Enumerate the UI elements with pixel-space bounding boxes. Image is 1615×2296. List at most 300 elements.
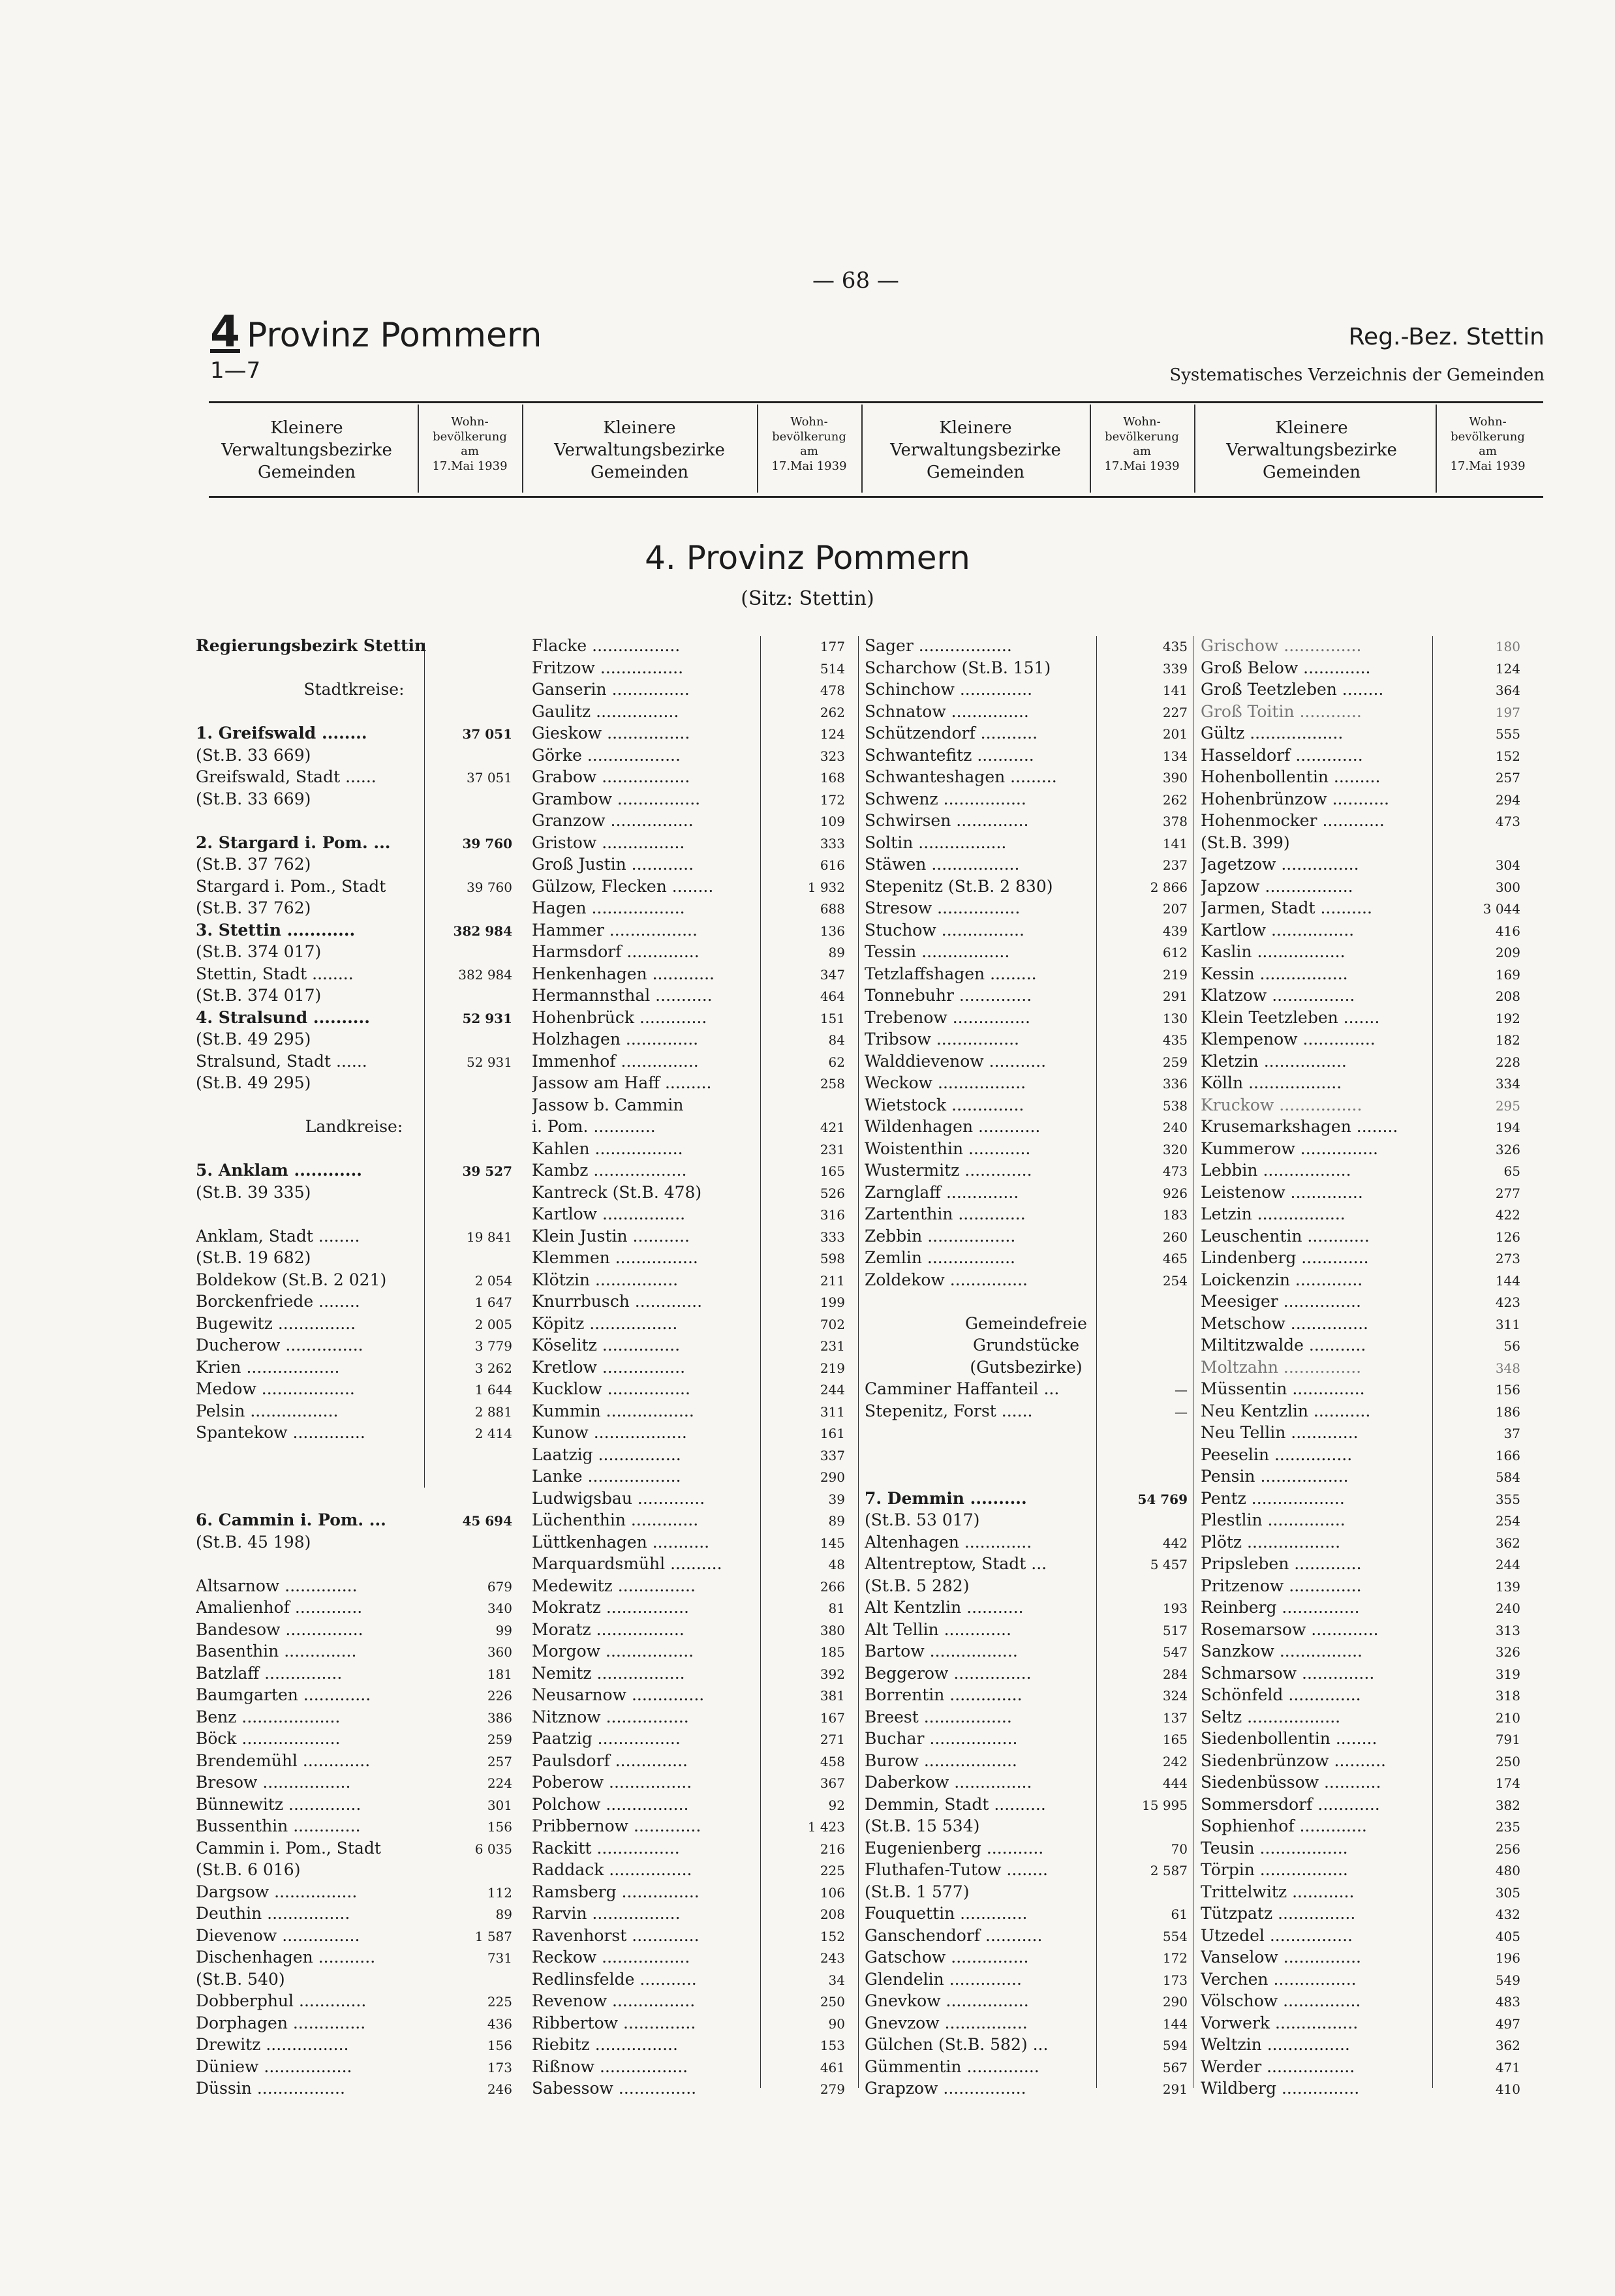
gemeinde-name: Siedenbollentin ........ [1201,1729,1377,1748]
population-value: 137 [1162,1709,1188,1726]
population-value: 254 [1495,1513,1520,1529]
gemeinde-name: Stadtkreise: [303,680,405,699]
list-item [865,1030,1188,1052]
list-item [532,1248,845,1271]
list-item [1201,658,1520,681]
population-value: 258 [820,1076,845,1092]
list-item [196,1795,512,1818]
population-value: 209 [1495,945,1520,960]
gemeinde-name: Drewitz ................ [196,2035,349,2054]
population-value: 333 [820,835,845,851]
list-item [1201,1664,1520,1687]
gemeinde-name: Moratz ................. [532,1619,684,1639]
gemeinde-name: Groß Teetzleben ........ [1201,680,1384,699]
gemeinde-name: Schmarsow .............. [1201,1663,1375,1683]
gemeinde-name: Schwirsen .............. [865,811,1029,830]
list-item [532,1948,845,1970]
list-item [196,1292,512,1315]
list-item [1201,1970,1520,1993]
header-name: Kleinere Verwaltungsbezirke Gemeinden [890,418,1061,482]
gemeinde-name: Loickenzin ............. [1201,1270,1363,1289]
list-item [865,789,1188,812]
list-item [1201,1248,1520,1271]
list-item [865,1839,1188,1861]
list-item [1201,986,1520,1009]
gemeinde-name: Bresow ................. [196,1773,351,1792]
gemeinde-name: Düniew ................. [196,2057,352,2076]
population-value: 37 [1503,1426,1520,1441]
gemeinde-name: Siedenbrünzow .......... [1201,1751,1387,1770]
gemeinde-name: Tetzlaffshagen ......... [865,964,1037,983]
gemeinde-name: Marquardsmühl .......... [532,1554,722,1573]
list-item [865,746,1188,769]
list-item [532,789,845,812]
list-item [532,1204,845,1227]
list-item [1201,636,1520,659]
list-item [532,1970,845,1993]
list-item [532,1095,845,1118]
list-item [865,767,1188,790]
list-item [196,1336,512,1358]
population-value: 168 [820,770,845,786]
list-item [865,833,1188,856]
list-item [865,1401,1188,1424]
list-item [196,1991,512,2014]
gemeinde-name: Brendemühl ............. [196,1751,371,1770]
population-value: 362 [1495,1535,1520,1551]
population-value: 334 [1495,1076,1520,1092]
gemeinde-name: (St.B. 1 577) [865,1882,970,1901]
list-item [1201,1139,1520,1162]
gemeinde-name: Seltz .................. [1201,1707,1341,1726]
list-item [1201,1336,1520,1358]
population-value: 257 [487,1753,512,1769]
list-item [1201,1948,1520,1970]
population-value: 421 [820,1120,845,1135]
population-value: 382 984 [458,966,512,983]
population-value: 201 [1162,726,1188,742]
list-item [196,1882,512,1905]
population-value: 194 [1495,1120,1520,1135]
spacer [196,1554,512,1573]
population-value: 517 [1162,1622,1188,1638]
list-item [1201,1467,1520,1490]
population-value: 291 [1162,2081,1188,2097]
population-value: 679 [487,1578,512,1595]
gemeinde-name: Törpin ................. [1201,1860,1348,1879]
gemeinde-name: Klempenow .............. [1201,1030,1376,1049]
population-value: 480 [1495,1863,1520,1878]
population-value: 99 [495,1622,512,1638]
gemeinde-name: Alt Kentzlin ........... [865,1598,1024,1617]
list-item [865,1576,1188,1599]
population-value: 339 [1162,660,1188,677]
population-value: 316 [820,1207,845,1223]
list-item [1201,1598,1520,1621]
population-value: 554 [1162,1928,1188,1944]
list-item [532,1336,845,1358]
population-value: 185 [820,1644,845,1660]
population-value: 464 [820,988,845,1004]
gemeinde-name: Lanke .................. [532,1467,681,1486]
population-value: 791 [1495,1732,1520,1747]
list-item [532,964,845,987]
gemeinde-name: Morgow ................. [532,1642,694,1661]
list-item [865,1642,1188,1664]
gemeinde-name: Hohenmocker ............ [1201,811,1385,830]
list-item [196,1533,512,1555]
list-item [1201,942,1520,965]
list-item [865,1227,1188,1249]
population-value: 124 [820,726,845,742]
gemeinde-name: Lebbin ................. [1201,1161,1351,1180]
list-item [196,636,512,659]
gemeinde-name: Stepenitz, Forst ...... [865,1401,1033,1420]
gemeinde-name: Zartenthin ............. [865,1204,1026,1223]
gemeinde-name: Medow .................. [196,1379,355,1398]
gemeinde-name: Ramsberg ............... [532,1882,700,1901]
population-value: 262 [820,704,845,720]
population-value: 246 [487,2081,512,2097]
gemeinde-name: Sophienhof ............. [1201,1816,1367,1835]
population-value: 2 587 [1150,1863,1188,1878]
population-value: 294 [1495,791,1520,808]
population-value: 259 [487,1732,512,1747]
list-item [865,1991,1188,2014]
list-item [196,833,512,856]
population-value: 84 [828,1032,845,1048]
population-value: 152 [1495,748,1520,764]
gemeinde-name: Batzlaff ............... [196,1663,343,1683]
population-value: 497 [1495,2015,1520,2032]
population-value: 549 [1495,1972,1520,1988]
list-item [196,1970,512,1993]
gemeinde-name: Gülchen (St.B. 582) ... [865,2035,1049,2054]
gemeinde-name: Jagetzow ............... [1201,855,1359,874]
list-item [532,877,845,900]
list-item [1201,1204,1520,1227]
population-value: 172 [1162,1950,1188,1966]
list-item [865,964,1188,987]
list-item [532,986,845,1009]
spacer [196,1139,512,1158]
gemeinde-name: Benz ................... [196,1707,341,1726]
list-item [865,658,1188,681]
population-value: 237 [1162,857,1188,873]
gemeinde-name: Utzedel ................ [1201,1925,1353,1945]
list-item [1201,1227,1520,1249]
gemeinde-name: Ribbertow .............. [532,2013,696,2032]
gemeinde-name: Dievenow ............... [196,1925,360,1945]
gemeinde-name: 7. Demmin .......... [865,1488,1027,1508]
gemeinde-name: Stralsund, Stadt ...... [196,1051,367,1071]
population-value: 612 [1162,945,1188,960]
gemeinde-name: Wustermitz ............. [865,1161,1032,1180]
gemeinde-name: Pentz .................. [1201,1488,1345,1508]
list-item [1201,921,1520,943]
gemeinde-name: Neu Tellin ............. [1201,1423,1359,1442]
gemeinde-name: Flacke ................. [532,636,681,655]
gemeinde-name: Hagen .................. [532,898,685,917]
gemeinde-name: Stargard i. Pom., Stadt [196,876,386,896]
section-seat: (Sitz: Stettin) [741,587,874,610]
gemeinde-name: Sanzkow ................ [1201,1642,1362,1661]
gemeinde-name: Anklam, Stadt ........ [196,1226,360,1246]
gemeinde-name: (St.B. 37 762) [196,855,311,874]
gemeinde-name: (St.B. 6 016) [196,1860,301,1879]
population-value: 226 [487,1688,512,1704]
population-value: 386 [487,1709,512,1726]
gemeinde-name: Rarvin ................. [532,1904,681,1923]
list-item [196,2013,512,2036]
gemeinde-name: Nemitz ................. [532,1663,685,1683]
gemeinde-name: Plestlin ............... [1201,1510,1346,1529]
population-value: 141 [1162,682,1188,698]
list-item [1201,1270,1520,1293]
population-value: 526 [820,1185,845,1201]
list-item [1201,1073,1520,1096]
list-item [532,1816,845,1839]
population-value: 173 [1162,1972,1188,1988]
list-item [532,1773,845,1796]
list-item [1201,1314,1520,1337]
gemeinde-name: Klemmen ................ [532,1248,698,1267]
population-value: 231 [820,1338,845,1354]
gemeinde-name: 2. Stargard i. Pom. ... [196,833,391,852]
gemeinde-name: Eugenienberg ........... [865,1838,1044,1858]
gemeinde-name: (St.B. 49 295) [196,1073,311,1092]
population-value: 461 [820,2059,845,2075]
spacer [865,1423,1188,1442]
header-name: Kleinere Verwaltungsbezirke Gemeinden [554,418,725,482]
list-item [865,2013,1188,2036]
population-value: 2 414 [474,1426,512,1441]
gemeinde-name: Gristow ................ [532,833,685,852]
gemeinde-name: Grambow ................ [532,789,701,808]
population-value: 156 [487,1819,512,1835]
list-item [196,1707,512,1730]
population-value: 166 [1495,1447,1520,1463]
population-value: 392 [820,1666,845,1682]
population-value: 471 [1495,2059,1520,2075]
gemeinde-name: Pelsin ................. [196,1401,339,1420]
list-item [532,1991,845,2014]
population-value: 1 587 [474,1928,512,1944]
list-item [865,1773,1188,1796]
population-value: 584 [1495,1469,1520,1485]
list-item [196,2035,512,2058]
gemeinde-name: Paulsdorf .............. [532,1751,688,1770]
population-value: 318 [1495,1688,1520,1704]
population-value: 405 [1495,1928,1520,1944]
gemeinde-name: Kummerow ............... [1201,1139,1378,1158]
list-item [865,1379,1188,1402]
list-item [532,898,845,921]
gemeinde-name: Pritzenow .............. [1201,1576,1362,1595]
gemeinde-name: Glendelin .............. [865,1969,1022,1989]
population-value: 244 [1495,1557,1520,1572]
list-item [532,1510,845,1533]
column-divider [858,636,859,2088]
list-item [196,2057,512,2080]
gemeinde-name: Lüttkenhagen ........... [532,1532,710,1552]
list-item [532,1882,845,1905]
population-value: 144 [1162,2015,1188,2032]
list-item [196,1576,512,1599]
population-value: 594 [1162,2038,1188,2053]
gemeinde-name: Kucklow ................ [532,1379,690,1398]
gemeinde-name: Altsarnow .............. [196,1576,358,1595]
list-item [865,855,1188,878]
gemeinde-name: Völschow ............... [1201,1991,1361,2010]
gemeinde-name: Grischow ............... [1201,636,1362,655]
list-item [1201,1489,1520,1512]
population-value: 256 [1495,1841,1520,1857]
spacer [196,1204,512,1223]
gemeinde-name: (St.B. 45 198) [196,1532,311,1552]
list-item [865,2035,1188,2058]
gemeinde-name: Gieskow ................ [532,724,690,742]
population-value: 92 [828,1797,845,1813]
list-item [196,680,512,703]
gemeinde-name: Kaslin ................. [1201,942,1346,961]
list-item [532,1620,845,1643]
population-value: 242 [1162,1753,1188,1769]
list-item [865,986,1188,1009]
population-value: 153 [820,2038,845,2053]
gemeinde-name: Pripsleben ............. [1201,1554,1362,1573]
list-item [532,1445,845,1468]
population-value: 227 [1162,704,1188,720]
list-item [865,1664,1188,1687]
list-item [865,1948,1188,1970]
spacer [865,1292,1188,1311]
gemeinde-name: Meesiger ............... [1201,1292,1361,1311]
population-value: 260 [1162,1229,1188,1245]
gemeinde-name: Rißnow ................. [532,2057,688,2076]
gemeinde-name: Peeselin ............... [1201,1445,1353,1464]
population-value: 271 [820,1732,845,1747]
population-value: 435 [1162,639,1188,654]
list-item [1201,1991,1520,2014]
list-item [1201,1554,1520,1577]
gemeinde-name: Henkenhagen ............ [532,964,715,983]
population-value: 182 [1495,1032,1520,1048]
list-item [1201,1620,1520,1643]
list-item [865,1161,1188,1184]
list-item [1201,964,1520,987]
list-item [1201,2057,1520,2080]
gemeinde-name: Kahlen ................. [532,1139,683,1158]
list-item [865,1336,1188,1358]
population-value: 390 [1162,770,1188,786]
gemeinde-name: Zemlin ................. [865,1248,1016,1267]
gemeinde-name: Bartow ................. [865,1642,1018,1661]
list-item [865,1860,1188,1883]
population-value: 439 [1162,923,1188,939]
list-item [865,1729,1188,1752]
gemeinde-name: Altentreptow, Stadt ... [865,1554,1047,1573]
list-item [865,1707,1188,1730]
population-value: 193 [1162,1600,1188,1616]
population-value: 45 694 [462,1513,512,1529]
gemeinde-name: Bandesow ............... [196,1619,363,1639]
population-value: 1 647 [474,1294,512,1310]
gemeinde-name: Leistenow .............. [1201,1182,1363,1202]
gemeinde-name: Sommersdorf ............ [1201,1794,1380,1814]
list-item [865,1314,1188,1337]
population-value: 731 [487,1950,512,1966]
gemeinde-name: Kölln .................. [1201,1073,1342,1092]
gemeinde-name: Revenow ................ [532,1991,696,2010]
gemeinde-name: Mokratz ................ [532,1598,689,1617]
population-value: 382 984 [453,923,512,939]
list-item [865,1139,1188,1162]
gemeinde-name: Regierungsbezirk Stettin [196,636,427,655]
gemeinde-name: Fouquettin ............. [865,1904,1028,1923]
list-item [1201,1860,1520,1883]
list-item [196,724,512,746]
population-value: 324 [1162,1688,1188,1704]
list-item [865,2079,1188,2102]
gemeinde-name: Müssentin .............. [1201,1379,1365,1398]
spacer [196,1095,512,1114]
list-item [1201,724,1520,746]
population-value: 186 [1495,1403,1520,1420]
gemeinde-name: Dargsow ................ [196,1882,358,1901]
list-item [196,1620,512,1643]
list-item [532,702,845,725]
list-item [532,1139,845,1162]
gemeinde-name: Amalienhof ............. [196,1598,363,1617]
gemeinde-name: Ducherow ............... [196,1336,363,1355]
list-item [532,2057,845,2080]
list-item [532,2035,845,2058]
population-value: 355 [1495,1491,1520,1507]
gemeinde-name: (St.B. 374 017) [196,986,322,1005]
gemeinde-name: Kretlow ................ [532,1357,686,1377]
population-value: 348 [1495,1360,1520,1376]
gemeinde-name: Schwenz ................ [865,789,1026,808]
gemeinde-name: 3. Stettin ............ [196,920,356,940]
list-item [865,636,1188,659]
population-value: 173 [487,2059,512,2075]
list-item [196,1664,512,1687]
population-value: 473 [1495,814,1520,829]
list-item [532,1358,845,1381]
population-value: 277 [1495,1185,1520,1201]
population-value: 284 [1162,1666,1188,1682]
gemeinde-name: Kartlow ................ [532,1204,686,1223]
gemeinde-name: (St.B. 399) [1201,833,1290,852]
list-item [196,921,512,943]
gemeinde-name: Lüchenthin ............. [532,1510,699,1529]
gemeinde-name: Schönfeld .............. [1201,1685,1361,1704]
population-value: 126 [1495,1229,1520,1245]
list-item [1201,811,1520,834]
list-item [532,1183,845,1206]
list-item [1201,1839,1520,1861]
gemeinde-name: Gnevkow ................ [865,1991,1029,2010]
population-value: 295 [1495,1097,1520,1114]
list-item [1201,1161,1520,1184]
population-value: 250 [1495,1753,1520,1769]
population-value: 240 [1495,1600,1520,1616]
gemeinde-name: Jassow am Haff ......... [532,1073,712,1092]
population-value: 210 [1495,1709,1520,1726]
gemeinde-name: Hammer ................. [532,920,698,940]
population-value: — [1175,1382,1188,1398]
